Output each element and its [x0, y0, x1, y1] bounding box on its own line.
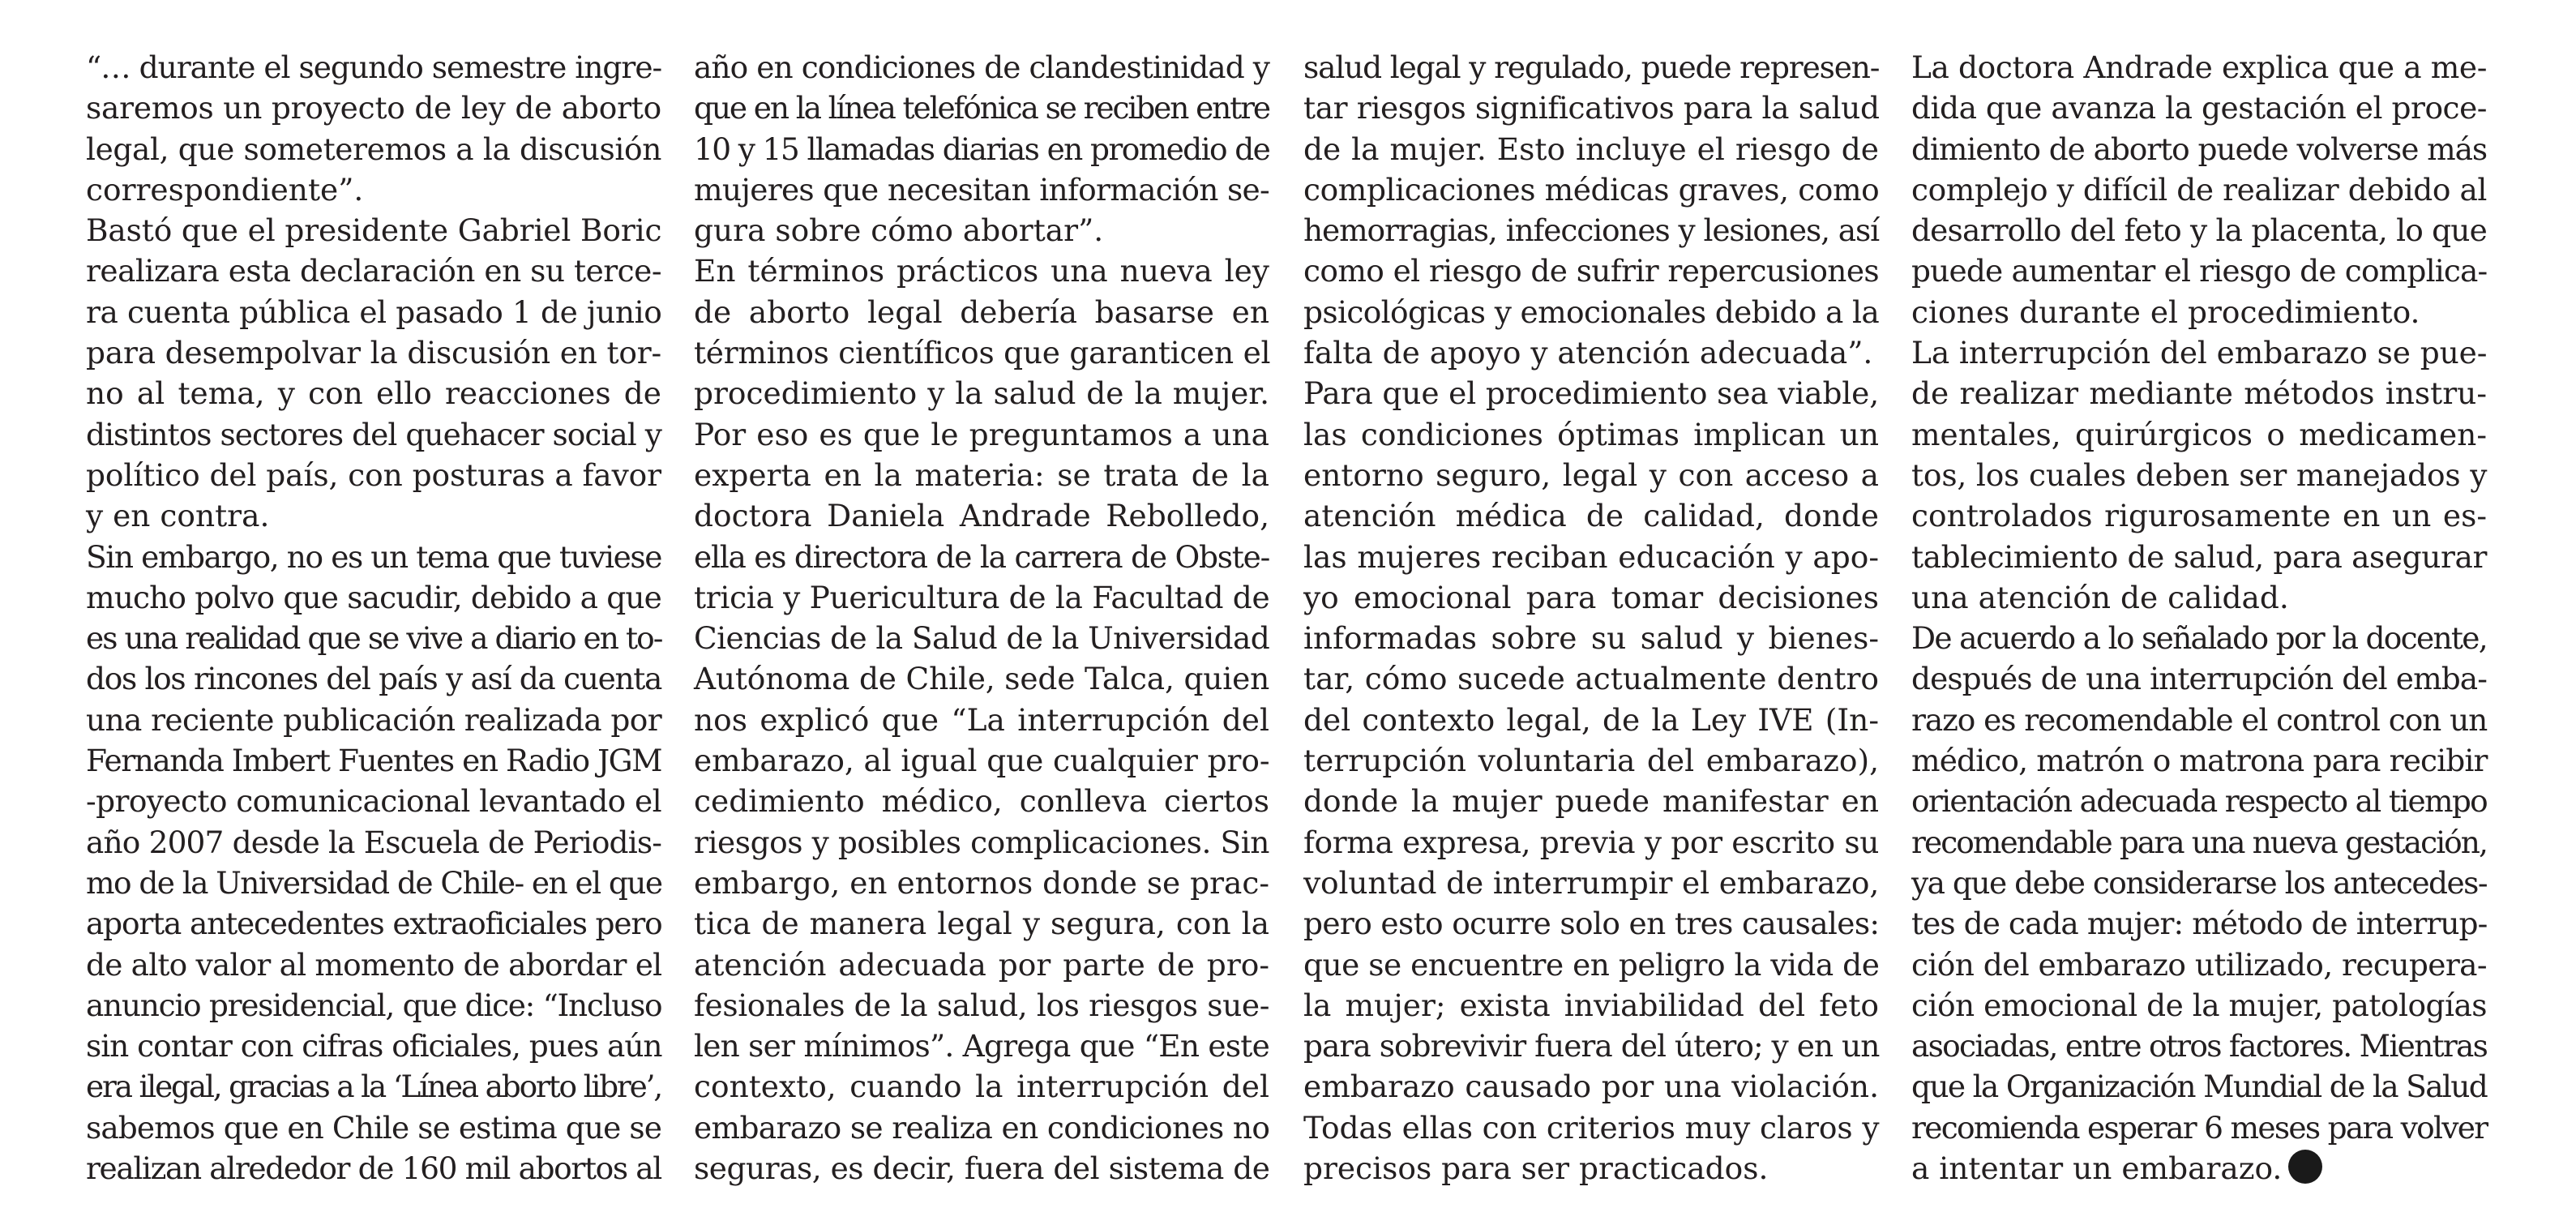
text-line: de realizar mediante métodos instru-: [1911, 375, 2487, 412]
article-paragraph: [86, 47, 661, 210]
article-paragraph: [1911, 332, 2487, 618]
text-line: razo es recomendable el control con un: [1911, 701, 2488, 738]
text-line: aporta antecedentes extraoficiales pero: [86, 906, 662, 942]
text-line: tricia y Puericultura de la Facultad de: [694, 579, 1270, 615]
text-line: del contexto legal, de la Ley IVE (In-: [1303, 701, 1879, 738]
article-paragraph: [694, 47, 1269, 251]
text-line: ciones durante el procedimiento.: [1911, 293, 2420, 330]
article-paragraph: [1303, 47, 1879, 373]
text-line: que la Organización Mundial de la Salud: [1911, 1069, 2488, 1105]
text-line: una reciente publicación realizada por: [86, 701, 661, 738]
text-line: de aborto legal debería basarse en: [694, 293, 1269, 330]
text-line: tos, los cuales deben ser manejados y: [1911, 456, 2488, 493]
article-paragraph: [1303, 373, 1879, 1189]
article-column-4: [1911, 47, 2487, 1189]
text-line: 10 y 15 llamadas diarias en promedio de: [694, 131, 1270, 167]
text-line: tes de cada mujer: método de interrup-: [1911, 906, 2488, 942]
text-line: contexto, cuando la interrupción del: [694, 1069, 1269, 1105]
text-line: distintos sectores del quehacer social y: [86, 416, 661, 452]
text-line: terrupción voluntaria del embarazo),: [1303, 743, 1879, 779]
text-line: cedimiento médico, conlleva ciertos: [694, 783, 1269, 820]
text-line: ción emocional de la mujer, patologías: [1911, 987, 2487, 1023]
article-paragraph: [1911, 47, 2487, 332]
text-line: ción del embarazo utilizado, recupera-: [1911, 946, 2487, 983]
text-line: salud legal y regulado, puede represen-: [1303, 49, 1880, 85]
text-line: las mujeres reciban educación y apo-: [1303, 538, 1879, 575]
text-line: después de una interrupción del emba-: [1911, 661, 2487, 697]
text-line: asociadas, entre otros factores. Mientras: [1911, 1028, 2488, 1064]
text-line: Ciencias de la Salud de la Universidad: [694, 620, 1270, 657]
text-line: informadas sobre su salud y bienes-: [1303, 620, 1879, 657]
article-column-3: [1303, 47, 1879, 1189]
text-line: a intentar un embarazo.: [1911, 1148, 2487, 1189]
text-line: yo emocional para tomar decisiones: [1303, 579, 1879, 615]
text-line: tar riesgos significativos para la salud: [1303, 90, 1880, 126]
text-line: psicológicas y emocionales debido a la: [1303, 293, 1880, 330]
text-line: hemorragias, infecciones y lesiones, así: [1303, 212, 1879, 249]
text-line: las condiciones óptimas implican un: [1303, 416, 1879, 452]
text-line: para sobrevivir fuera del útero; y en un: [1303, 1028, 1880, 1064]
text-line: mucho polvo que sacudir, debido a que: [86, 579, 661, 615]
text-line: En términos prácticos una nueva ley: [694, 253, 1269, 289]
text-line: realizan alrededor de 160 mil abortos al: [86, 1150, 661, 1187]
article-paragraph: [694, 251, 1269, 1189]
text-line: seguras, es decir, fuera del sistema de: [694, 1150, 1270, 1187]
text-line: procedimiento y la salud de la mujer.: [694, 375, 1269, 412]
text-line: recomienda esperar 6 meses para volver: [1911, 1109, 2488, 1146]
text-line: es una realidad que se vive a diario en to-: [86, 620, 662, 657]
text-line: La doctora Andrade explica que a me-: [1911, 49, 2487, 85]
text-line: embarazo causado por una violación.: [1303, 1069, 1879, 1105]
article-paragraph: [86, 537, 661, 1189]
text-line: len ser mínimos”. Agrega que “En este: [694, 1028, 1269, 1064]
text-line: entorno seguro, legal y con acceso a: [1303, 456, 1879, 493]
text-line: -proyecto comunicacional levantado el: [86, 783, 661, 820]
text-line: que se encuentre en peligro la vida de: [1303, 946, 1880, 983]
text-line: mo de la Universidad de Chile- en el que: [86, 864, 662, 901]
article-column-1: [86, 47, 661, 1189]
text-line: embargo, en entornos donde se prac-: [694, 864, 1269, 901]
text-line: dida que avanza la gestación el proce-: [1911, 90, 2487, 126]
text-line: correspondiente”.: [86, 171, 364, 208]
text-line: atención adecuada por parte de pro-: [694, 946, 1269, 983]
text-line: pero esto ocurre solo en tres causales:: [1303, 906, 1880, 942]
text-line: ya que debe considerarse los antecedes-: [1911, 864, 2487, 901]
text-line: de alto valor al momento de abordar el: [86, 946, 662, 983]
article-paragraph: [1911, 618, 2487, 1189]
article-paragraph: [86, 210, 661, 536]
text-line: político del país, con posturas a favor: [86, 456, 662, 493]
text-line: donde la mujer puede manifestar en: [1303, 783, 1879, 820]
text-line: sin contar con cifras oficiales, pues aún: [86, 1028, 662, 1064]
text-line: médico, matrón o matrona para recibir: [1911, 743, 2488, 779]
text-line: La interrupción del embarazo se pue-: [1911, 335, 2488, 371]
text-line: términos científicos que garanticen el: [694, 335, 1271, 371]
text-line: “… durante el segundo semestre ingre-: [86, 49, 662, 85]
text-line: como el riesgo de sufrir repercusiones: [1303, 253, 1879, 289]
text-line: fesionales de la salud, los riesgos sue-: [694, 987, 1269, 1023]
text-line: no al tema, y con ello reacciones de: [86, 375, 661, 412]
text-line: tablecimiento de salud, para asegurar: [1911, 538, 2487, 575]
text-line: año 2007 desde la Escuela de Periodis-: [86, 824, 661, 860]
text-line: tar, cómo sucede actualmente dentro: [1303, 661, 1879, 697]
text-line: complejo y difícil de realizar debido al: [1911, 171, 2487, 208]
text-line: ra cuenta pública el pasado 1 de junio: [86, 293, 662, 330]
text-line: falta de apoyo y atención adecuada”.: [1303, 335, 1873, 371]
text-line: dimiento de aborto puede volverse más: [1911, 131, 2488, 167]
article-column-2: [694, 47, 1269, 1189]
text-line: año en condiciones de clandestinidad y: [694, 49, 1269, 85]
text-line: Fernanda Imbert Fuentes en Radio JGM: [86, 743, 662, 779]
text-line: Para que el procedimiento sea viable,: [1303, 375, 1880, 412]
text-line: mentales, quirúrgicos o medicamen-: [1911, 416, 2487, 452]
text-line: voluntad de interrumpir el embarazo,: [1303, 864, 1880, 901]
text-line: mujeres que necesitan información se-: [694, 171, 1269, 208]
text-line: Todas ellas con criterios muy claros y: [1303, 1109, 1880, 1146]
text-line: era ilegal, gracias a la ‘Línea aborto libre’,: [86, 1069, 661, 1105]
text-line: embarazo, al igual que cualquier pro-: [694, 743, 1270, 779]
text-line: Autónoma de Chile, sede Talca, quien: [694, 661, 1270, 697]
text-line: Sin embargo, no es un tema que tuviese: [86, 538, 661, 575]
text-line: orientación adecuada respecto al tiempo: [1911, 783, 2488, 820]
text-line: Bastó que el presidente Gabriel Boric: [86, 212, 662, 249]
text-line: nos explicó que “La interrupción del: [694, 701, 1269, 738]
text-line: tica de manera legal y segura, con la: [694, 906, 1269, 942]
text-line: De acuerdo a lo señalado por la docente,: [1911, 620, 2487, 657]
end-mark-icon: [2288, 1150, 2322, 1184]
text-line: experta en la materia: se trata de la: [694, 456, 1269, 493]
text-line: riesgos y posibles complicaciones. Sin: [694, 824, 1269, 860]
text-line: legal, que someteremos a la discusión: [86, 131, 661, 167]
text-line: saremos un proyecto de ley de aborto: [86, 90, 661, 126]
text-line: complicaciones médicas graves, como: [1303, 171, 1880, 208]
text-line: sabemos que en Chile se estima que se: [86, 1109, 661, 1146]
text-line: Por eso es que le preguntamos a una: [694, 416, 1269, 452]
text-line: gura sobre cómo abortar”.: [694, 212, 1104, 249]
text-line: atención médica de calidad, donde: [1303, 498, 1879, 534]
text-line: precisos para ser practicados.: [1303, 1150, 1769, 1187]
text-line: para desempolvar la discusión en tor-: [86, 335, 661, 371]
text-line: doctora Daniela Andrade Rebolledo,: [694, 498, 1269, 534]
text-line: desarrollo del feto y la placenta, lo que: [1911, 212, 2487, 249]
text-line: una atención de calidad.: [1911, 579, 2289, 615]
text-line: puede aumentar el riesgo de complica-: [1911, 253, 2488, 289]
text-line: que en la línea telefónica se reciben entre: [694, 90, 1270, 126]
text-line: anuncio presidencial, que dice: “Incluso: [86, 987, 662, 1023]
text-line: y en contra.: [86, 498, 270, 534]
text-line: forma expresa, previa y por escrito su: [1303, 824, 1879, 860]
text-line: ella es directora de la carrera de Obste-: [694, 538, 1269, 575]
text-line: realizara esta declaración en su terce-: [86, 253, 661, 289]
text-line: embarazo se realiza en condiciones no: [694, 1109, 1270, 1146]
text-line: controlados rigurosamente en un es-: [1911, 498, 2487, 534]
text-line: recomendable para una nueva gestación,: [1911, 824, 2487, 860]
text-line: dos los rincones del país y así da cuenta: [86, 661, 662, 697]
text-line: la mujer; exista inviabilidad del feto: [1303, 987, 1879, 1023]
text-line: de la mujer. Esto incluye el riesgo de: [1303, 131, 1879, 167]
